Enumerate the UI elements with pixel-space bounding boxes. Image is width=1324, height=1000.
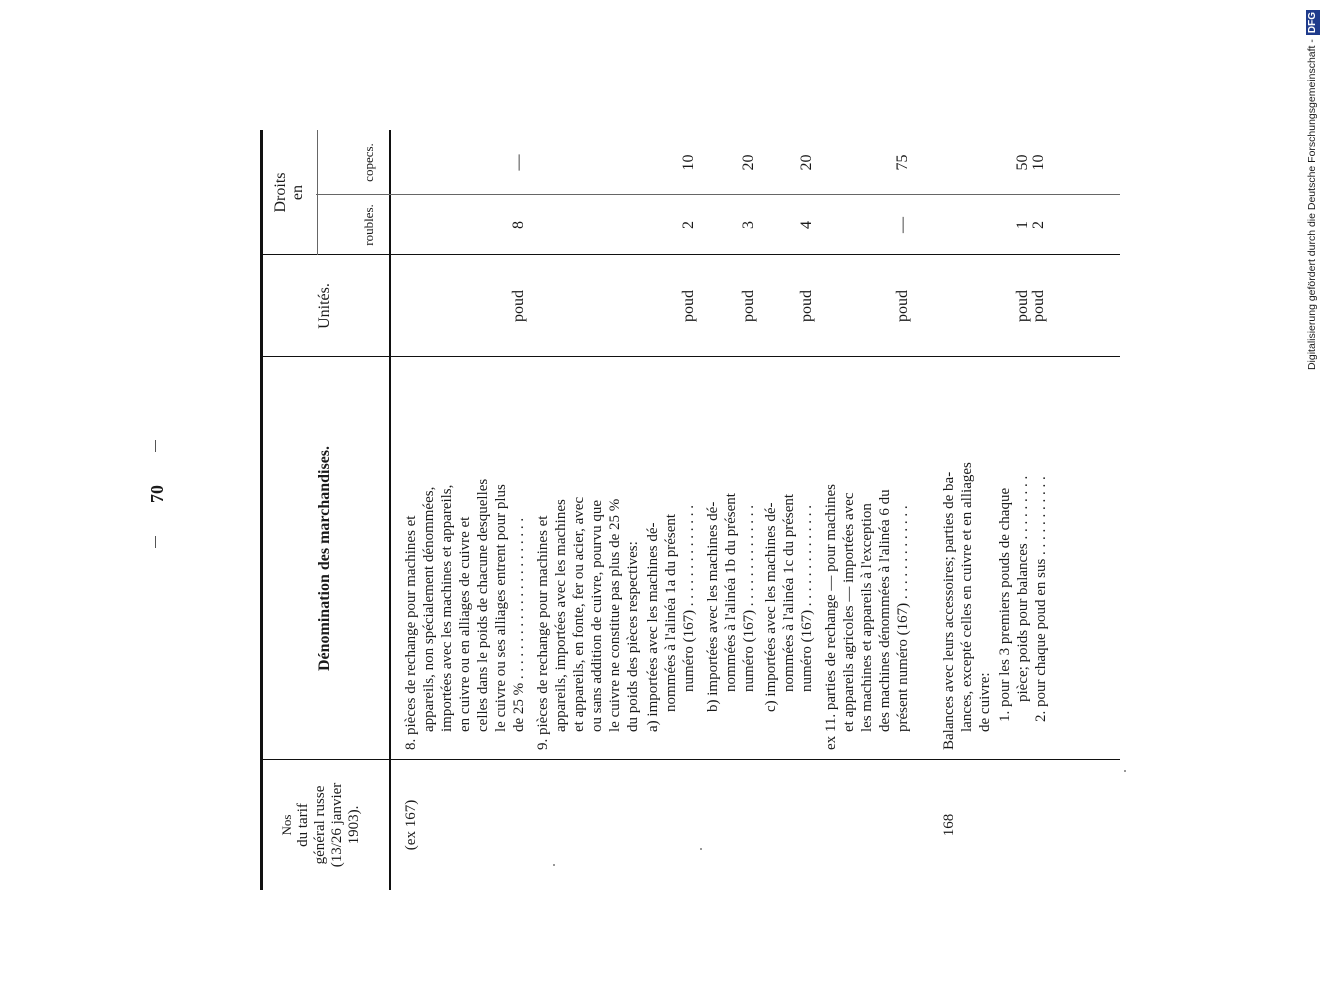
header-droits bbox=[272, 130, 306, 255]
header-units: Unités. bbox=[316, 283, 333, 329]
row-text: numéro (167) . . . . . . . . . . . . . . bbox=[681, 504, 697, 692]
row-text: lances, excepté celles en cuivre et en alliages bbox=[959, 462, 975, 732]
row-text: appareils, importées avec les machines bbox=[553, 499, 569, 732]
unit-cell: poud bbox=[680, 290, 697, 322]
header-number-line: 1903). bbox=[346, 805, 362, 845]
copecs-cell: 50 bbox=[1014, 154, 1031, 171]
row-text: b) importées avec les machines dé- bbox=[705, 501, 721, 712]
page-number-dash-top bbox=[155, 440, 156, 452]
row-text: 1. pour les 3 premiers pouds de chaque bbox=[997, 487, 1013, 722]
row-text: numéro (167) . . . . . . . . . . . . . . bbox=[799, 504, 815, 692]
row-text: les machines et appareils à l'exception bbox=[859, 503, 875, 732]
row-text: le cuivre ou ses alliages entrent pour plus bbox=[493, 484, 509, 732]
row-text: numéro (167) . . . . . . . . . . . . . . bbox=[741, 504, 757, 692]
header-droits-line: Droits bbox=[272, 172, 289, 213]
row-text: pièce; poids pour balances . . . . . . . . . bbox=[1015, 475, 1031, 702]
row-text: de cuivre: bbox=[977, 672, 993, 732]
row-text: celles dans le poids de chacune desquelles bbox=[475, 478, 491, 732]
row-text: nommées à l'alinéa 1b du présent bbox=[723, 493, 739, 692]
row-text: et appareils, en fonte, fer ou acier, avec bbox=[571, 496, 587, 732]
row-text: 8. pièces de rechange pour machines et bbox=[403, 515, 419, 750]
scan-speck bbox=[553, 864, 555, 866]
unit-cell: poud bbox=[510, 290, 527, 322]
tariff-table bbox=[260, 130, 1120, 890]
scan-speck bbox=[1124, 770, 1126, 772]
col-divider-1 bbox=[260, 759, 1120, 760]
unit-cell: poud bbox=[1030, 290, 1047, 322]
row-text: de 25 % . . . . . . . . . . . . . . . . . . . . . . bbox=[511, 517, 527, 732]
header-droits-line: en bbox=[289, 184, 306, 201]
header-roubles: roubles. bbox=[361, 204, 376, 246]
credit-text: Digitalisierung gefördert durch die Deutsche Forschungsgemeinschaft - bbox=[1306, 39, 1318, 371]
row-text: c) importées avec les machines dé- bbox=[763, 502, 779, 712]
page-number bbox=[137, 474, 177, 514]
unit-cell: poud bbox=[798, 290, 815, 322]
row-text: en cuivre ou en alliages de cuivre et bbox=[457, 516, 473, 732]
table-top-rule bbox=[260, 130, 263, 890]
row-text: du poids des pièces respectives: bbox=[625, 541, 641, 732]
page-number-text: 70 bbox=[147, 485, 167, 503]
header-number-line: général russe bbox=[312, 785, 328, 865]
row-text: Balances avec leurs accessoires; parties de ba- bbox=[941, 471, 957, 750]
copecs-cell: 75 bbox=[894, 154, 911, 171]
dfg-logo: DFG bbox=[1307, 12, 1318, 34]
row-text: ou sans addition de cuivre, pourvu que bbox=[589, 499, 605, 732]
roubles-cell: 2 bbox=[680, 221, 697, 229]
copecs-cell: 20 bbox=[798, 154, 815, 171]
copecs-cell: 10 bbox=[1030, 154, 1047, 171]
header-number-col bbox=[278, 760, 363, 890]
row-text: des machines dénommées à l'alinéa 6 du bbox=[877, 489, 893, 732]
unit-cell: poud bbox=[894, 290, 911, 322]
unit-cell: poud bbox=[1014, 290, 1031, 322]
row-text: et appareils agricoles — importées avec bbox=[841, 492, 857, 732]
scan-speck bbox=[700, 848, 702, 850]
row-text: a) importées avec les machines dé- bbox=[645, 522, 661, 732]
digitization-credit bbox=[1303, 10, 1321, 390]
roubles-cell: 4 bbox=[798, 221, 815, 229]
header-number-line: (13/26 janvier bbox=[329, 782, 345, 868]
unit-cell: poud bbox=[740, 290, 757, 322]
roubles-cell: 3 bbox=[740, 221, 757, 229]
roubles-cell: 8 bbox=[510, 221, 527, 229]
roubles-cell: — bbox=[894, 217, 911, 233]
tariff-table-rotated bbox=[260, 130, 1120, 890]
copecs-cell: — bbox=[510, 154, 527, 171]
row-number: (ex 167) bbox=[403, 799, 419, 851]
copecs-cell: 20 bbox=[740, 154, 757, 171]
header-copecs: copecs. bbox=[361, 143, 376, 182]
roubles-cell: 1 bbox=[1014, 221, 1031, 229]
table-header-rule bbox=[389, 130, 391, 890]
row-text: ex 11. parties de rechange — pour machines bbox=[823, 483, 839, 750]
row-number: 168 bbox=[941, 813, 957, 837]
row-text: importées avec les machines et appareils, bbox=[439, 484, 455, 732]
row-text: le cuivre ne constitue pas plus de 25 % bbox=[607, 498, 623, 732]
row-text: nommées à l'alinéa 1a du présent bbox=[663, 513, 679, 712]
row-text: 2. pour chaque poud en sus . . . . . . . . . . . bbox=[1033, 476, 1049, 722]
row-text: appareils, non spécialement dénommées, bbox=[421, 486, 437, 732]
header-number-line: du tarif bbox=[295, 803, 311, 847]
row-text: présent numéro (167) . . . . . . . . . . . . . bbox=[895, 505, 911, 732]
copecs-cell: 10 bbox=[680, 154, 697, 171]
row-text: nommées à l'alinéa 1c du présent bbox=[781, 493, 797, 692]
roubles-cell: 2 bbox=[1030, 221, 1047, 229]
droits-sub-rule bbox=[317, 130, 318, 255]
header-denomination: Dénomination des marchandises. bbox=[316, 445, 333, 672]
page-number-dash-bottom bbox=[155, 536, 156, 548]
row-text: 9. pièces de rechange pour machines et bbox=[535, 515, 551, 750]
col-divider-4 bbox=[316, 194, 1120, 195]
header-number-line: Nos bbox=[279, 814, 294, 836]
